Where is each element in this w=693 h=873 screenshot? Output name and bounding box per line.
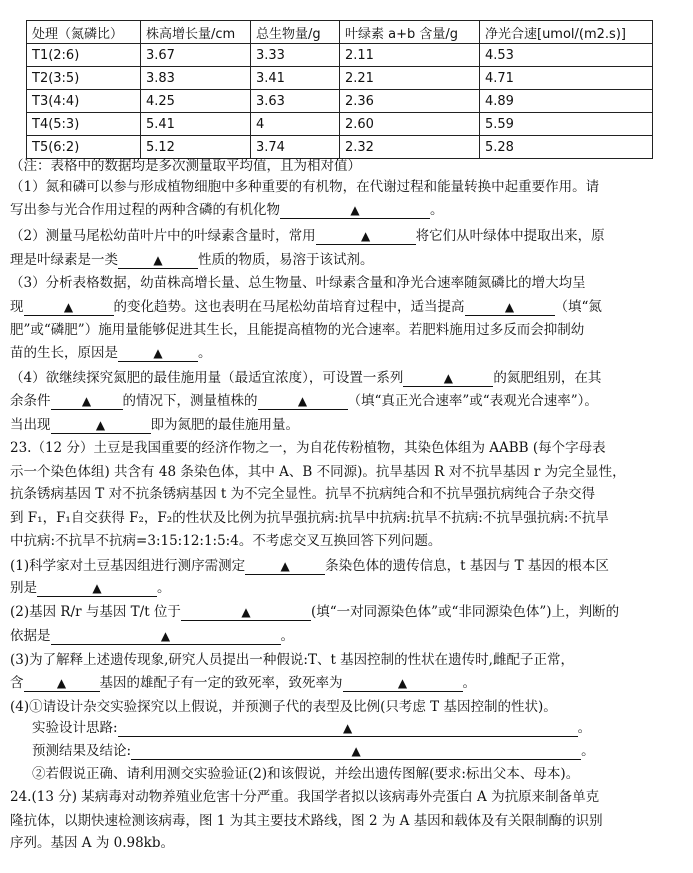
table-cell: 2.60 <box>340 113 480 136</box>
table-cell: 3.41 <box>251 67 340 90</box>
triangle-marker-icon: ▲ <box>63 300 74 314</box>
text-line <box>10 250 683 270</box>
text-line <box>10 673 683 693</box>
table-cell: 4 <box>251 113 340 136</box>
text-segment: 的变化趋势。这也表明在马尾松幼苗培育过程中，适当提高 <box>113 299 465 315</box>
text-line <box>10 508 683 528</box>
text-line <box>32 764 683 784</box>
answer-blank[interactable] <box>24 675 100 692</box>
text-segment: 。 <box>581 743 595 759</box>
text-line <box>10 811 683 831</box>
text-segment: (填“一对同源染色体”或“非同源染色体”)上，判断的 <box>310 604 620 620</box>
text-line <box>10 578 683 598</box>
triangle-marker-icon: ▲ <box>153 253 163 267</box>
table-cell: 5.41 <box>141 113 251 136</box>
data-table <box>26 20 653 159</box>
table-header-cell: 处理（氮磷比） <box>27 21 141 44</box>
triangle-marker-icon: ▲ <box>360 229 371 243</box>
text-line <box>10 415 683 435</box>
triangle-marker-icon: ▲ <box>160 629 171 643</box>
table-header-cell: 总生物量/g <box>251 21 340 44</box>
table-cell: 5.59 <box>480 113 653 136</box>
answer-blank[interactable] <box>118 345 198 362</box>
text-segment: 。 <box>462 675 476 691</box>
text-segment: 。 <box>280 628 294 644</box>
text-line <box>32 718 683 738</box>
table-header-cell: 叶绿素 a+b 含量/g <box>340 21 480 44</box>
table-cell: T1(2:6) <box>27 44 141 67</box>
text-segment: 将它们从叶绿体中提取出来，原 <box>415 228 605 244</box>
table-cell: 4.25 <box>141 90 251 113</box>
answer-blank[interactable] <box>37 580 157 597</box>
table-header-cell: 净光合速[umol/(m2.s)] <box>480 21 653 44</box>
text-line <box>32 741 683 761</box>
text-line <box>10 297 683 317</box>
text-segment: 苗的生长，原因是 <box>10 345 118 361</box>
text-segment: (4)①请设计杂交实验探究以上假说，并预测子代的表型及比例(只考虑 T 基因控制的性状)。 <box>10 699 557 715</box>
text-line <box>10 650 683 670</box>
text-segment: （填“真正光合速率”或“表观光合速率”）。 <box>347 393 598 409</box>
text-segment: 。 <box>430 202 444 218</box>
text-line <box>10 531 683 551</box>
text-segment: 。 <box>198 345 212 361</box>
triangle-marker-icon: ▲ <box>443 371 453 385</box>
text-segment: 当出现 <box>10 417 51 433</box>
answer-blank[interactable] <box>465 299 555 316</box>
text-line <box>10 343 683 363</box>
text-segment: 。 <box>157 580 171 596</box>
table-cell: 5.12 <box>141 136 251 159</box>
triangle-marker-icon: ▲ <box>350 203 360 217</box>
text-segment: 实验设计思路: <box>32 720 118 736</box>
triangle-marker-icon: ▲ <box>241 605 251 619</box>
text-segment: (3)为了解释上述遗传现象,研究人员提出一种假说:T、t 基因控制的性状在遗传时,雌配子正常， <box>10 652 574 668</box>
table-cell: 3.63 <box>251 90 340 113</box>
text-line <box>10 320 683 340</box>
text-segment: 肥”或“磷肥”）施用量能够促进其生长，且能提高植物的光合速率。若肥料施用过多反而会抑制幼 <box>10 322 585 338</box>
triangle-marker-icon: ▲ <box>92 581 102 595</box>
table-cell: 3.83 <box>141 67 251 90</box>
text-segment: （1）氮和磷可以参与形成植物细胞中多种重要的有机物，在代谢过程和能量转换中起重要作用。请 <box>10 179 600 195</box>
table-header-row <box>27 21 653 44</box>
text-line <box>10 391 683 411</box>
text-segment: 的情况下，测量植株的 <box>122 393 258 409</box>
text-segment: 到 F₁，F₁自交获得 F₂，F₂的性状及比例为抗旱强抗病:抗旱中抗病:抗旱不抗病:不抗旱强抗病:不抗旱 <box>10 510 609 526</box>
text-segment: 写出参与光合作用过程的两种含磷的有机化物 <box>10 202 280 218</box>
answer-blank[interactable] <box>51 393 123 410</box>
answer-blank[interactable] <box>316 228 416 245</box>
answer-blank[interactable] <box>181 604 311 621</box>
text-segment: （注：表格中的数据均是多次测量取平均值，且为相对值） <box>10 158 361 174</box>
triangle-marker-icon: ▲ <box>297 394 308 408</box>
table-row <box>27 67 653 90</box>
table-cell: 2.21 <box>340 67 480 90</box>
text-line <box>10 697 683 717</box>
answer-blank[interactable] <box>280 202 430 219</box>
triangle-marker-icon: ▲ <box>351 744 361 758</box>
table-cell: 2.36 <box>340 90 480 113</box>
text-segment: 基因的雄配子有一定的致死率，致死率为 <box>99 675 343 691</box>
text-segment: 含 <box>10 675 24 691</box>
table-cell: T2(3:5) <box>27 67 141 90</box>
text-segment: 隆抗体，以期快速检测该病毒，图 1 为其主要技术路线，图 2 为 A 基因和载体及有关限制酶的识别 <box>10 813 603 829</box>
text-segment: （2）测量马尾松幼苗叶片中的叶绿素含量时，常用 <box>10 228 316 244</box>
text-segment: 的氮肥组别，在其 <box>493 370 602 386</box>
table-cell: 4.53 <box>480 44 653 67</box>
text-segment: 余条件 <box>10 393 51 409</box>
triangle-marker-icon: ▲ <box>81 394 92 408</box>
text-line <box>10 787 683 807</box>
table-cell: 4.71 <box>480 67 653 90</box>
text-line <box>10 368 683 388</box>
triangle-marker-icon: ▲ <box>153 346 163 360</box>
text-line <box>10 462 683 482</box>
text-segment: （填“氮 <box>554 299 602 315</box>
text-line <box>10 438 683 458</box>
answer-blank[interactable] <box>131 743 581 760</box>
table-cell: 4.89 <box>480 90 653 113</box>
text-segment: 中抗病:不抗旱不抗病=3:15:12:1:5:4。不考虑交叉互换回答下列问题。 <box>10 533 442 549</box>
table-cell: 5.28 <box>480 136 653 159</box>
triangle-marker-icon: ▲ <box>342 721 353 735</box>
text-line <box>10 226 683 246</box>
text-segment: 依据是 <box>10 628 51 644</box>
text-segment: 理是叶绿素是一类 <box>10 252 118 268</box>
text-segment: ②若假说正确、请利用测交实验验证(2)和该假说，并绘出遗传图解(要求:标出父本、母本)。 <box>32 766 580 782</box>
table-cell: T4(5:3) <box>27 113 141 136</box>
table-cell: T3(4:4) <box>27 90 141 113</box>
text-segment: 示一个染色体组) 共含有 48 条染色体，其中 A、B 不同源)。抗旱基因 R 对不抗旱基因 r 为完全显性， <box>10 464 626 480</box>
table-cell: 2.11 <box>340 44 480 67</box>
answer-blank[interactable] <box>343 675 463 692</box>
text-segment: （3）分析表格数据，幼苗株高增长量、总生物量、叶绿素含量和净光合速率随氮磷比的增大均呈 <box>10 275 586 291</box>
text-line <box>10 177 683 197</box>
triangle-marker-icon: ▲ <box>56 676 67 690</box>
answer-blank[interactable] <box>403 370 493 387</box>
text-segment: 序列。基因 A 为 0.98kb。 <box>10 835 175 851</box>
text-segment: 即为氮肥的最佳施用量。 <box>150 417 299 433</box>
text-segment: （4）欲继续探究氮肥的最佳施用量（最适宜浓度），可设置一系列 <box>10 370 404 386</box>
text-segment: (1)科学家对土豆基因组进行测序需测定 <box>10 558 246 574</box>
answer-blank[interactable] <box>118 720 578 737</box>
table-cell: 2.32 <box>340 136 480 159</box>
text-line <box>10 556 683 576</box>
table-row <box>27 113 653 136</box>
text-segment: 24.(13 分) 某病毒对动物养殖业危害十分严重。我国学者拟以该病毒外壳蛋白 A 为抗原来制备单克 <box>10 789 600 805</box>
answer-blank[interactable] <box>245 558 325 575</box>
triangle-marker-icon: ▲ <box>280 559 290 573</box>
text-segment: 。 <box>577 720 592 736</box>
table-cell: 3.74 <box>251 136 340 159</box>
text-segment: 别是 <box>10 580 37 596</box>
text-segment: (2)基因 R/r 与基因 T/t 位于 <box>10 604 181 620</box>
text-line <box>10 200 683 220</box>
text-segment: 23.（12 分）土豆是我国重要的经济作物之一，为自花传粉植物，其染色体组为 AABB (每个字母表 <box>10 440 606 456</box>
text-segment: 条染色体的遗传信息，t 基因与 T 基因的根本区 <box>325 558 609 574</box>
answer-blank[interactable] <box>51 628 281 645</box>
text-line <box>10 273 683 293</box>
text-line <box>10 484 683 504</box>
triangle-marker-icon: ▲ <box>95 418 106 432</box>
table-cell: 3.33 <box>251 44 340 67</box>
text-segment: 现 <box>10 299 24 315</box>
text-segment: 性质的物质，易溶于该试剂。 <box>198 252 374 268</box>
text-line <box>10 156 683 176</box>
triangle-marker-icon: ▲ <box>504 300 515 314</box>
table-row <box>27 44 653 67</box>
table-header-cell: 株高增长量/cm <box>141 21 251 44</box>
answer-blank[interactable] <box>51 417 151 434</box>
answer-blank[interactable] <box>118 252 198 269</box>
table-row <box>27 90 653 113</box>
text-line <box>10 602 683 622</box>
text-segment: 预测结果及结论: <box>32 743 132 759</box>
table-cell: 3.67 <box>141 44 251 67</box>
answer-blank[interactable] <box>258 393 348 410</box>
text-segment: 抗条锈病基因 T 对不抗条锈病基因 t 为不完全显性。抗旱不抗病纯合和不抗旱强抗病纯合子杂交得 <box>10 486 596 502</box>
triangle-marker-icon: ▲ <box>397 676 408 690</box>
text-line <box>10 833 683 853</box>
text-line <box>10 626 683 646</box>
answer-blank[interactable] <box>24 299 114 316</box>
table-cell: T5(6:2) <box>27 136 141 159</box>
